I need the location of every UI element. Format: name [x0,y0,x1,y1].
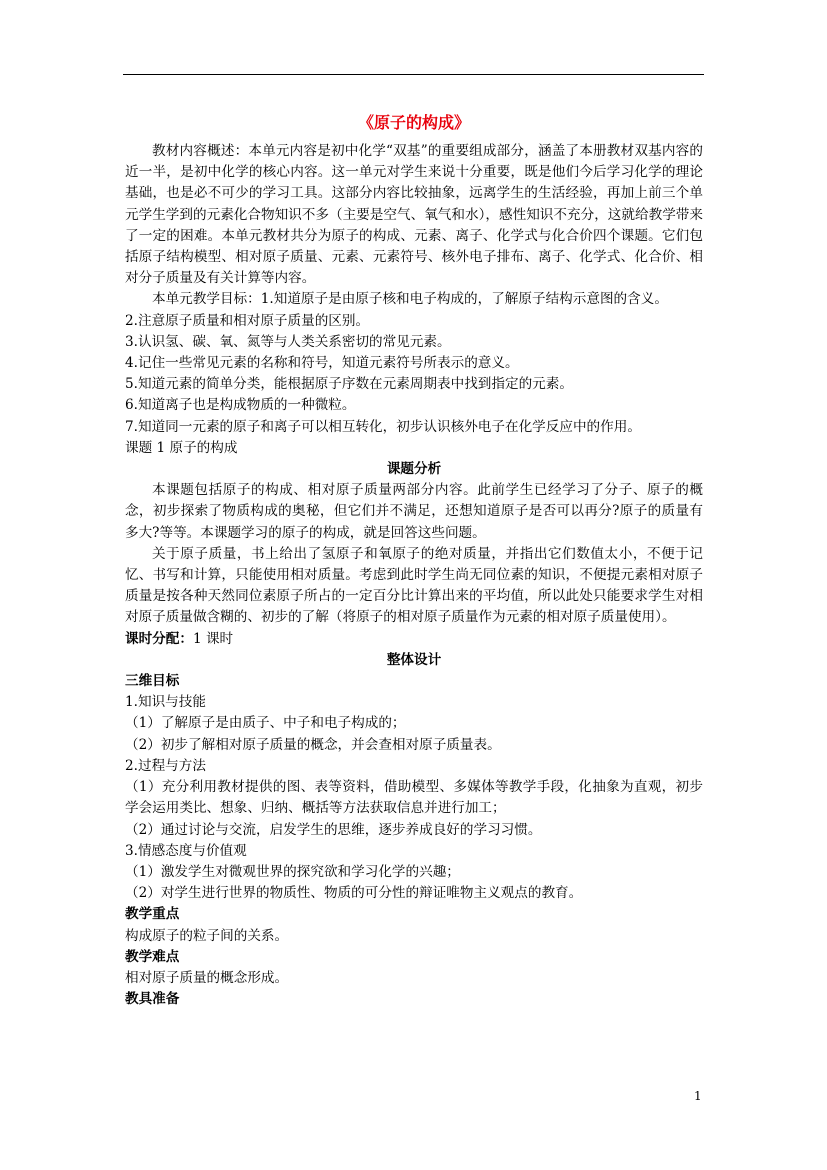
document-title: 《原子的构成》 [357,113,470,132]
page-number: 1 [694,1089,702,1103]
lesson-heading: 课题 1 原子的构成 [125,439,238,456]
goal-2-heading: 2.过程与方法 [125,757,206,774]
objective-4: 4.记住一些常见元素的名称和符号，知道元素符号所表示的意义。 [125,355,519,372]
heading-three-goals: 三维目标 [125,673,180,690]
goal-1-item-2: （2）初步了解相对原子质量的概念，并会查相对原子质量表。 [125,736,501,753]
goal-1-heading: 1.知识与技能 [125,694,206,711]
goal-2-item-1: （1）充分利用教材提供的图、表等资料，借助模型、多媒体等教学手段，化抽象为直观，初步学会运用类比、想象、归纳、概括等方法获取信息并进行加工； [125,779,703,817]
class-hours-label: 课时分配： [125,630,193,647]
objective-3: 3.认识氢、碳、氧、氮等与人类关系密切的常见元素。 [125,333,451,350]
objective-1: 本单元教学目标：1.知道原子是由原子核和电子构成的，了解原子结构示意图的含义。 [152,291,668,308]
objective-2: 2.注意原子质量和相对原子质量的区别。 [125,312,370,329]
class-hours-value: 1 课时 [192,630,234,647]
goal-3-item-1: （1）激发学生对微观世界的探究欲和学习化学的兴趣； [125,863,460,880]
section-heading-design: 整体设计 [386,651,442,668]
goal-3-heading: 3.情感态度与价值观 [125,842,247,859]
heading-teaching-aids: 教具准备 [125,991,180,1008]
objective-7: 7.知道同一元素的原子和离子可以相互转化，初步认识核外电子在化学反应中的作用。 [125,418,641,435]
header-rule [123,74,704,75]
heading-difficulties: 教学难点 [125,948,180,965]
goal-3-item-2: （2）对学生进行世界的物质性、物质的可分性的辩证唯物主义观点的教育。 [125,885,583,902]
difficulties-text: 相对原子质量的概念形成。 [125,969,289,986]
goal-2-item-2: （2）通过讨论与交流，启发学生的思维，逐步养成良好的学习习惯。 [125,821,542,838]
document-body [125,113,703,1010]
analysis-paragraph-2: 关于原子质量，书上给出了氢原子和氧原子的绝对质量，并指出它们数值太小，不便于记忆、书写和计算，只能使用相对质量。考虑到此时学生尚无同位素的知识，不便提元素相对原子质量是按各种天然同位素原子所占的一定百分比计算出来的平均值，所以此处只能要求学生对相对原子质量做含糊的、初步的了解（将原子的相对原子质量作为元素的相对原子质量使用）。 [125,545,703,626]
overview-paragraph: 教材内容概述：本单元内容是初中化学“双基”的重要组成部分，涵盖了本册教材双基内容的近一半，是初中化学的核心内容。这一单元对学生来说十分重要，既是他们今后学习化学的理论基础，也是必不可少的学习工具。这部分内容比较抽象，远离学生的生活经验，再加上前三个单元学生学到的元素化合物知识不多（主要是空气、氧气和水），感性知识不充分，这就给教学带来了一定的困难。本单元教材共分为原子的构成、元素、离子、化学式与化合价四个课题。它们包括原子结构模型、相对原子质量、元素、元素符号、核外电子排布、离子、化学式、化合价、相对分子质量及有关计算等内容。 [125,143,703,287]
analysis-paragraph-1: 本课题包括原子的构成、相对原子质量两部分内容。此前学生已经学习了分子、原子的概念，初步探索了物质构成的奥秘，但它们并不满足，还想知道原子是否可以再分?原子的质量有多大?等等。本课题学习的原子的构成，就是回答这些问题。 [125,482,703,541]
objective-5: 5.知道元素的简单分类，能根据原子序数在元素周期表中找到指定的元素。 [125,376,573,393]
heading-key-points: 教学重点 [125,906,180,923]
goal-1-item-1: （1）了解原子是由质子、中子和电子构成的； [125,715,406,732]
key-points-text: 构成原子的粒子间的关系。 [125,927,289,944]
section-heading-analysis: 课题分析 [386,461,442,478]
objective-6: 6.知道离子也是构成物质的一种微粒。 [125,397,356,414]
class-hours-line [125,629,703,650]
